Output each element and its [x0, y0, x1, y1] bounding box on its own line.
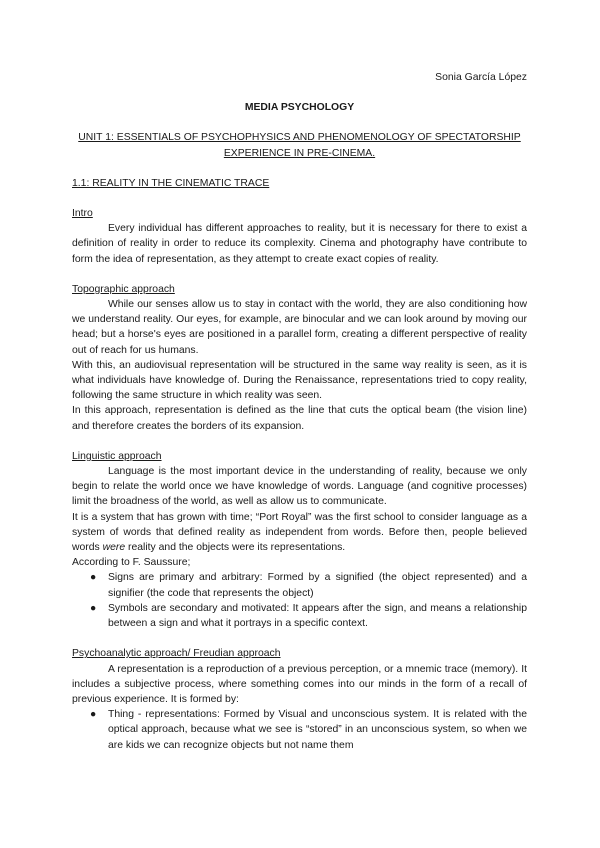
list-item-text: Thing - representations: Formed by Visual and unconscious system. It is related with the optical approach, because what we see is “stored” in an unconscious system, so when we are kids we can recognize objects but not name them [108, 709, 527, 751]
list-item [90, 707, 527, 753]
list-item-text: Signs are primary and arbitrary: Formed by a signified (the object represented) and a signifier (the code that represents the object) [108, 572, 527, 599]
topographic-heading: Topographic approach [72, 283, 175, 295]
linguistic-paragraph-3: According to F. Saussure; [72, 557, 191, 569]
topographic-paragraph-3: In this approach, representation is defined as the line that cuts the optical beam (the vision line) and therefore creates the borders of its expansion. [72, 405, 527, 432]
linguistic-p2-end: reality and the objects were its representations. [128, 542, 346, 554]
list-item [90, 601, 527, 631]
psychoanalytic-paragraph-1: A representation is a reproduction of a previous perception, or a mnemic trace (memory). It includes a subjective process, where something comes into our minds in the form of a recall of previous experience. It is formed by: [72, 663, 527, 705]
linguistic-bullet-list [72, 570, 527, 631]
linguistic-paragraph-2 [72, 510, 527, 556]
bullet-icon: ● [90, 572, 97, 584]
psychoanalytic-heading: Psychoanalytic approach/ Freudian approach [72, 648, 281, 660]
author-name: Sonia García López [435, 72, 527, 83]
psychoanalytic-bullet-list [72, 707, 527, 753]
list-item-text: Symbols are secondary and motivated: It appears after the sign, and means a relationship between a sign and what it portrays in a specific context. [108, 602, 527, 630]
bullet-icon: ● [90, 602, 97, 614]
intro-paragraph: Every individual has different approaches to reality, but it is necessary for there to exist a definition of reality in order to reduce its complexity. Cinema and photography have contribute to form the idea of representation, as they attempt to create exact copies of reality. [72, 223, 527, 265]
intro-heading: Intro [72, 208, 93, 220]
list-item [90, 570, 527, 600]
linguistic-paragraph-1: Language is the most important device in the understanding of reality, because we only begin to relate the world once we have knowledge of words. Language (and cognitive processes) limit the broadness of the world, as well as allow us to communicate. [72, 466, 527, 508]
topographic-paragraph-2: With this, an audiovisual representation will be structured in the same way reality is seen, as it is what individuals have knowledge of. During the Renaissance, representations tried to copy reality, following the same structure in which reality was seen. [72, 359, 527, 402]
topographic-paragraph-1: While our senses allow us to stay in contact with the world, they are also conditioning how we understand reality. Our eyes, for example, are binocular and we can look around by moving our head; but a horse's eyes are positioned in a parallel form, creating a different perspective of reality out of reach for us humans. [72, 299, 527, 356]
document-body [72, 70, 527, 753]
bullet-icon: ● [90, 709, 97, 721]
linguistic-p2-start: It is a system that has grown with time; “Port Royal” was the first school to consider language as a system of words that defined reality as independent from words. Before then, people believed words [72, 511, 527, 554]
linguistic-heading: Linguistic approach [72, 450, 162, 462]
linguistic-p2-emphasis: were [102, 542, 126, 554]
unit-title: UNIT 1: ESSENTIALS OF PSYCHOPHYSICS AND PHENOMENOLOGY OF SPECTATORSHIP EXPERIENCE IN PRE-CINEMA. [78, 132, 521, 159]
document-title: MEDIA PSYCHOLOGY [244, 102, 355, 114]
section-heading-1-1: 1.1: REALITY IN THE CINEMATIC TRACE [72, 177, 270, 189]
